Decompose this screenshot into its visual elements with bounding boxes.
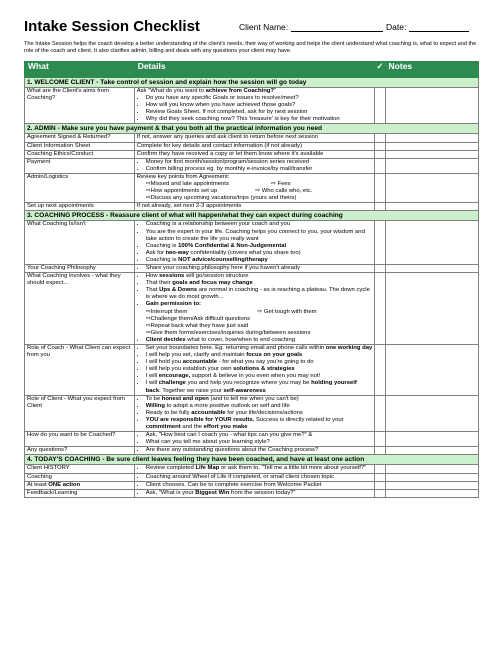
notes-cell[interactable] bbox=[385, 221, 478, 265]
row-what: What are the Client's aims from Coaching? bbox=[25, 88, 135, 124]
row-details: • Coaching around Wheel of Life if completed, or small client chosen topic bbox=[134, 473, 375, 481]
column-notes: Notes bbox=[385, 62, 478, 78]
row-what: Coaching bbox=[25, 473, 135, 481]
check-cell[interactable] bbox=[375, 481, 385, 489]
row-details: • Share your coaching philosophy here if you haven't already bbox=[134, 264, 375, 272]
notes-cell[interactable] bbox=[385, 432, 478, 447]
table-row bbox=[25, 134, 479, 142]
table-row bbox=[25, 264, 479, 272]
check-cell[interactable] bbox=[375, 447, 385, 455]
row-details: • Set your boundaries here. Eg. returning email and phone calls within one working day • I will help you set, clarify and maintain focus on your goals • I will hold you accountable - for what you say you're going to do • I will help you establish your own solutions & strategies • I will encourage, support & believe in you even when you may not! • I will challenge you and help you recognize where you may be holding yourself back. Together we raise your self-awareness bbox=[134, 345, 375, 396]
check-cell[interactable] bbox=[375, 432, 385, 447]
check-cell[interactable] bbox=[375, 150, 385, 158]
client-name-line[interactable] bbox=[291, 23, 383, 32]
notes-cell[interactable] bbox=[385, 395, 478, 431]
notes-cell[interactable] bbox=[385, 345, 478, 396]
page-title: Intake Session Checklist bbox=[24, 18, 200, 35]
section-title: 3. COACHING PROCESS - Reassure client of what will happen/what they can expect during coaching bbox=[25, 211, 479, 221]
table-row bbox=[25, 142, 479, 150]
table-row bbox=[25, 345, 479, 396]
row-details: • Review completed Life Map or ask them to, "Tell me a little bit more about yourself?" bbox=[134, 465, 375, 473]
table-row bbox=[25, 432, 479, 447]
row-details: Complete for key details and contact information (if not already) bbox=[134, 142, 375, 150]
row-what: At least ONE action bbox=[25, 481, 135, 489]
row-what: Admin/Logistics bbox=[25, 173, 135, 202]
section-admin bbox=[25, 124, 479, 134]
row-what: Any questions? bbox=[25, 447, 135, 455]
page-header bbox=[24, 18, 476, 38]
row-details: • Ask, "What is your Biggest Win from the session today?" bbox=[134, 489, 375, 497]
notes-cell[interactable] bbox=[385, 173, 478, 202]
check-cell[interactable] bbox=[375, 395, 385, 431]
row-details: • Are there any outstanding questions about the Coaching process? bbox=[134, 447, 375, 455]
notes-cell[interactable] bbox=[385, 481, 478, 489]
table-row bbox=[25, 88, 479, 124]
section-title: 4. TODAY'S COACHING - Be sure client leaves feeling they have been coached, and have at least one action bbox=[25, 455, 479, 465]
notes-cell[interactable] bbox=[385, 489, 478, 497]
date-field[interactable] bbox=[386, 22, 469, 32]
row-what: Client Information Sheet bbox=[25, 142, 135, 150]
notes-cell[interactable] bbox=[385, 465, 478, 473]
table-row bbox=[25, 203, 479, 211]
row-what: Agreement Signed & Returned? bbox=[25, 134, 135, 142]
notes-cell[interactable] bbox=[385, 88, 478, 124]
table-row bbox=[25, 447, 479, 455]
column-what: What bbox=[25, 62, 135, 78]
row-what: How do you want to be Coached? bbox=[25, 432, 135, 447]
table-row bbox=[25, 273, 479, 345]
row-details: If not, answer any queries and ask client to return before next session bbox=[134, 134, 375, 142]
table-row bbox=[25, 150, 479, 158]
check-cell[interactable] bbox=[375, 221, 385, 265]
check-cell[interactable] bbox=[375, 142, 385, 150]
notes-cell[interactable] bbox=[385, 203, 478, 211]
row-what: Role of Coach - What Client can expect from you bbox=[25, 345, 135, 396]
notes-cell[interactable] bbox=[385, 473, 478, 481]
client-name-field[interactable] bbox=[239, 22, 383, 32]
row-details: • Money for first month/session/program/session series received • Confirm billing process eg. by monthly e-invoice/by mail/transfer bbox=[134, 158, 375, 173]
check-cell[interactable] bbox=[375, 473, 385, 481]
check-cell[interactable] bbox=[375, 88, 385, 124]
row-details: If not already, set next 2-3 appointments bbox=[134, 203, 375, 211]
row-what: Feedback/Learning bbox=[25, 489, 135, 497]
table-row bbox=[25, 489, 479, 497]
notes-cell[interactable] bbox=[385, 142, 478, 150]
row-what: What Coaching involves - what they should expect... bbox=[25, 273, 135, 345]
check-cell[interactable] bbox=[375, 264, 385, 272]
notes-cell[interactable] bbox=[385, 273, 478, 345]
row-what: Your Coaching Philosophy bbox=[25, 264, 135, 272]
column-check: ✓ bbox=[375, 62, 385, 78]
table-row bbox=[25, 221, 479, 265]
check-cell[interactable] bbox=[375, 134, 385, 142]
table-row bbox=[25, 158, 479, 173]
intro-paragraph: The Intake Session helps the coach develop a better understanding of the client's needs, their way of working and helps the client understand what coaching is, what to expect and the role of the coach and client. It also clarifies admin, billing and deals with any questions your client may have. bbox=[24, 41, 477, 55]
table-header-row bbox=[25, 62, 479, 78]
row-details: • To be honest and open (and to tell me when you can't be) • Willing to adopt a more positive outlook on self and life • Ready to be fully accountable for your life/decisions/actions • YOU are responsible for YOUR results. Success is directly related to your commitment and the effort you make bbox=[134, 395, 375, 431]
row-details: • Client chooses. Can be to complete exercise from Welcome Packet bbox=[134, 481, 375, 489]
notes-cell[interactable] bbox=[385, 158, 478, 173]
date-line[interactable] bbox=[409, 23, 469, 32]
table-row bbox=[25, 173, 479, 202]
notes-cell[interactable] bbox=[385, 264, 478, 272]
section-welcome bbox=[25, 78, 479, 88]
client-name-label: Client Name: bbox=[239, 22, 289, 32]
row-details: Ask "What do you want to achieve from Coaching?" • Do you have any specific Goals or issues to resolve/meet? • How will you know when you have achieved those goals? • Review Goals Sheet. If not completed, ask for by next session • Why did they seek coaching now? This 'treasure' is key for their motivation bbox=[134, 88, 375, 124]
check-cell[interactable] bbox=[375, 173, 385, 202]
row-details: Review key points from Agreement: ⇨ Missed and late appointments ⇨ Fees ⇨ How appointments set up ⇨ Who calls who, etc. ⇨ Discuss any upcoming vacations/trips (yours and theirs) bbox=[134, 173, 375, 202]
row-what: What Coaching Is/Isn't bbox=[25, 221, 135, 265]
notes-cell[interactable] bbox=[385, 150, 478, 158]
row-details: Confirm they have received a copy or let them know where it's available bbox=[134, 150, 375, 158]
section-title: 2. ADMIN - Make sure you have payment & that you both all the practical information you need bbox=[25, 124, 479, 134]
check-cell[interactable] bbox=[375, 158, 385, 173]
check-cell[interactable] bbox=[375, 345, 385, 396]
section-coaching-process bbox=[25, 211, 479, 221]
row-what: Role of Client - What you expect from Client bbox=[25, 395, 135, 431]
check-cell[interactable] bbox=[375, 489, 385, 497]
row-details: • How sessions will go/session structure • That their goals and focus may change • That Ups & Downs are normal in coaching - as is reaching a plateau. The down cycle is where we do most growth... • Gain permission to: ⇨ Interrupt them ⇨ Get tough with them ⇨ Challenge them/Ask difficult questions ⇨ Repeat back what they have just said ⇨ Give them forms/exercises/inquiries during/between sessions • Client decides what to cover, how/when to end coaching bbox=[134, 273, 375, 345]
checklist-table bbox=[24, 61, 479, 498]
row-what: Client HISTORY bbox=[25, 465, 135, 473]
row-details: • Ask, "How best can I coach you - what tips can you give me?" & • What can you tell me about your learning style? bbox=[134, 432, 375, 447]
check-cell[interactable] bbox=[375, 203, 385, 211]
notes-cell[interactable] bbox=[385, 134, 478, 142]
row-what: Coaching Ethics/Conduct bbox=[25, 150, 135, 158]
check-cell[interactable] bbox=[375, 465, 385, 473]
date-label: Date: bbox=[386, 22, 407, 32]
section-todays-coaching bbox=[25, 455, 479, 465]
check-cell[interactable] bbox=[375, 273, 385, 345]
row-details: • Coaching is a relationship between your coach and you • You are the expert in your life. Coaching helps you connect to you, your wisdom and take action to create the life you really want • Coaching is 100% Confidential & Non-Judgemental • Ask for two-way confidentiality (covers what you share too) • Coaching is NOT advice/counselling/therapy bbox=[134, 221, 375, 265]
table-row bbox=[25, 473, 479, 481]
notes-cell[interactable] bbox=[385, 447, 478, 455]
row-what: Set up next appointments bbox=[25, 203, 135, 211]
column-details: Details bbox=[134, 62, 375, 78]
section-title: 1. WELCOME CLIENT - Take control of session and explain how the session will go today bbox=[25, 78, 479, 88]
table-row bbox=[25, 395, 479, 431]
table-row bbox=[25, 481, 479, 489]
table-row bbox=[25, 465, 479, 473]
row-what: Payment bbox=[25, 158, 135, 173]
